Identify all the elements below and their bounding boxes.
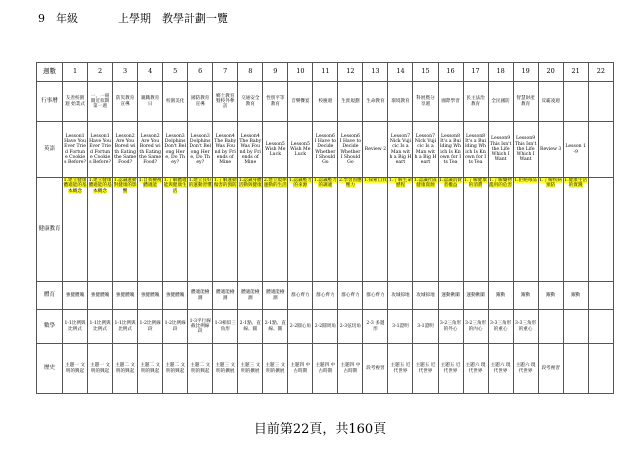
- week-cell: 14: [388, 63, 413, 82]
- health-cell: [113, 178, 138, 282]
- week-cell: 20: [538, 63, 563, 82]
- health-cell-text: 1.認識社區健康資源: [414, 178, 437, 189]
- pe-cell: 強健體魄: [113, 282, 138, 310]
- page-indicator: 目前第22頁，共160頁: [253, 422, 387, 437]
- health-cell-text: 1.建立健康體適能的基本概念: [63, 178, 87, 194]
- event-cell: [588, 82, 613, 122]
- week-cell: 16: [438, 63, 463, 82]
- pe-cell: 躍動: [563, 282, 588, 310]
- english-row: [37, 122, 614, 178]
- event-cell: 民主法治教育: [463, 82, 488, 122]
- history-cell: 主題五 近代世界: [413, 344, 438, 394]
- math-cell: 3-1證明: [388, 310, 413, 344]
- health-cell: [188, 178, 213, 282]
- history-cell: 主題五 近代世界: [388, 344, 413, 394]
- week-cell: 18: [488, 63, 513, 82]
- event-cell: 防災教育宣導: [113, 82, 138, 122]
- pe-cell: [588, 282, 613, 310]
- health-cell-text: 1.了解運動傷害的預防: [213, 178, 237, 189]
- history-cell: 主題二 文明的興起: [113, 344, 138, 394]
- event-cell: 環境教育: [388, 82, 413, 122]
- health-cell: [63, 178, 88, 282]
- pe-row: [37, 282, 614, 310]
- pe-cell: 群心齊力: [363, 282, 388, 310]
- english-cell: Lesson7 Nick Vujicic Is a Man with a Big Heart: [413, 122, 438, 178]
- pe-cell: 強健體魄: [138, 282, 163, 310]
- week-cell: 7: [213, 63, 238, 82]
- history-cell: 主題六 現代世界: [513, 344, 538, 394]
- math-cell: 2-1點、直線、圓: [238, 310, 263, 344]
- week-cell: 4: [138, 63, 163, 82]
- row-label-events: 行事曆: [37, 82, 63, 122]
- health-cell-text: 1.認識運動對健康的影響: [113, 178, 137, 194]
- week-cell: 1: [63, 63, 88, 82]
- health-cell-text: 1.認識消費者權益: [439, 178, 462, 189]
- pe-cell: 運動揪團: [438, 282, 463, 310]
- english-cell: Lesson1 Have You Ever Tried Fortune Cookies Before?: [88, 122, 113, 178]
- english-cell: Lesson3 Dolphins Don't Belong Here, Do They?: [188, 122, 213, 178]
- event-cell: 親職教育日: [138, 82, 163, 122]
- event-cell: 國際學習: [438, 82, 463, 122]
- health-cell: [388, 178, 413, 282]
- week-cell: 6: [188, 63, 213, 82]
- math-cell: 1-2比例線段: [163, 310, 188, 344]
- health-cell-text: 1.認識壓力的調適: [313, 178, 337, 189]
- english-cell: Lesson9 This Isn't the Life Which I Want: [513, 122, 538, 178]
- event-cell: 鄉土教育暨校外參訪: [213, 82, 238, 122]
- english-cell: Review 2: [363, 122, 388, 178]
- health-cell: [463, 178, 488, 282]
- english-cell: Lesson3 Dolphins Don't Belong Here, Do They?: [163, 122, 188, 178]
- english-cell: Lesson8 It's a Building Which Is Known for Its Tea: [463, 122, 488, 178]
- event-cell: 校園美化: [163, 82, 188, 122]
- event-cell: 全民國防: [488, 82, 513, 122]
- history-cell: [588, 344, 613, 394]
- event-cell: 國防教育宣導: [188, 82, 213, 122]
- math-cell: 2-1點、直線、圓: [263, 310, 288, 344]
- week-row: [37, 63, 614, 82]
- math-cell: [563, 310, 588, 344]
- pe-cell: 體適能檢測: [238, 282, 263, 310]
- week-cell: 3: [113, 63, 138, 82]
- week-cell: 8: [238, 63, 263, 82]
- pe-cell: 強健體魄: [163, 282, 188, 310]
- week-cell: 21: [563, 63, 588, 82]
- math-cell: 3-1證明: [413, 310, 438, 344]
- math-cell: 2-2圓心角: [288, 310, 313, 344]
- history-cell: 主題一 文明的興起: [88, 344, 113, 394]
- health-cell: [263, 178, 288, 282]
- history-cell: 主題五 近代世界: [438, 344, 463, 394]
- history-cell: 主題六 現代世界: [463, 344, 488, 394]
- health-cell: [488, 178, 513, 282]
- week-cell: 12: [338, 63, 363, 82]
- health-cell-text: 1.了解健康的消費: [464, 178, 487, 189]
- event-cell: 校慶週: [313, 82, 338, 122]
- health-cell-text: 1.了解生命歷程: [389, 178, 412, 189]
- week-cell: 9: [263, 63, 288, 82]
- pe-cell: 群心齊力: [338, 282, 363, 310]
- document-title: 上學期 教學計劃一覽: [118, 12, 228, 25]
- event-cell: 友善校園週 始業式: [63, 82, 88, 122]
- pe-cell: 強健體魄: [88, 282, 113, 310]
- health-cell: [288, 178, 313, 282]
- health-cell-text: 1.建立健康體適能的基本概念: [88, 178, 112, 194]
- english-cell: Lesson2 Are You Bored with Eating the Same Food?: [138, 122, 163, 178]
- health-cell: [538, 178, 563, 282]
- math-cell: 1-1比例與比例式: [113, 310, 138, 344]
- history-cell: 主題三 文明的擴展: [213, 344, 238, 394]
- english-cell: Lesson5 Wish Me Luck: [263, 122, 288, 178]
- event-cell: 交通安全教育: [238, 82, 263, 122]
- math-cell: 3-3三角形的重心: [513, 310, 538, 344]
- history-cell: 段考複習: [363, 344, 388, 394]
- history-cell: 主題一 文明的興起: [63, 344, 88, 394]
- health-cell: [513, 178, 538, 282]
- english-cell: Lesson5 Wish Me Luck: [288, 122, 313, 178]
- week-cell: 5: [163, 63, 188, 82]
- event-cell: 科展暨分享週: [413, 82, 438, 122]
- pe-cell: 攻城掠地: [413, 282, 438, 310]
- english-cell: Lesson4 The Baby Was Found by Friends of Mine: [213, 122, 238, 178]
- health-cell: [588, 178, 613, 282]
- event-cell: 性別平等教育: [263, 82, 288, 122]
- event-cell: 智慧財產教育: [513, 82, 538, 122]
- history-cell: 主題六 現代世界: [488, 344, 513, 394]
- math-cell: 2-2圓周角: [313, 310, 338, 344]
- math-cell: 1-1比例與比例式: [88, 310, 113, 344]
- english-cell: Lesson1 Have You Ever Tried Fortune Cookies Before?: [63, 122, 88, 178]
- english-cell: Review 3: [538, 122, 563, 178]
- math-cell: [538, 310, 563, 344]
- math-cell: 1-3平行線截比例線段: [188, 310, 213, 344]
- english-cell: Lesson6 I Have to Decide Whether I Should Go: [338, 122, 363, 178]
- english-cell: [588, 122, 613, 178]
- history-cell: 主題四 中古時期: [313, 344, 338, 394]
- pe-cell: 躍動: [538, 282, 563, 310]
- grade-label: 9 年級: [38, 12, 78, 25]
- health-row: [37, 178, 614, 282]
- row-label-history: 歷史: [37, 344, 63, 394]
- health-cell-text: 1.拒絕毒品: [514, 178, 537, 183]
- english-cell: Lesson9 This Isn't the Life Which I Want: [488, 122, 513, 178]
- english-cell: Lesson8 It's a Building Which Is Known for Its Tea: [438, 122, 463, 178]
- math-cell: 3-2三角形的內心: [463, 310, 488, 344]
- row-label-pe: 體育: [37, 282, 63, 310]
- pe-cell: 體適能檢測: [213, 282, 238, 310]
- english-cell: Lesson 1-9: [563, 122, 588, 178]
- health-cell-text: 1.認識壓力的來源: [288, 178, 312, 189]
- pe-cell: 群心齊力: [288, 282, 313, 310]
- health-cell-text: 2.建立規律運動的生活: [263, 178, 287, 189]
- pe-cell: 群心齊力: [313, 282, 338, 310]
- english-cell: Lesson2 Are You Bored with Eating the Same Food?: [113, 122, 138, 178]
- history-cell: 主題三 文明的擴展: [263, 344, 288, 394]
- health-cell-text: 2.學習因應壓力: [339, 178, 362, 189]
- week-cell: 17: [463, 63, 488, 82]
- schedule-table: [36, 62, 614, 394]
- health-cell: [138, 178, 163, 282]
- health-cell-text: 1.健康生活的實踐: [564, 178, 588, 189]
- event-cell: [563, 82, 588, 122]
- health-cell: [313, 178, 338, 282]
- row-label-week: 週數: [37, 63, 63, 82]
- event-cell: 生命教育: [363, 82, 388, 122]
- history-cell: 主題二 文明的興起: [163, 344, 188, 394]
- health-cell-text: 1.建立良好的運動習慣: [188, 178, 212, 189]
- math-row: [37, 310, 614, 344]
- math-cell: 1-1比例與比例式: [63, 310, 88, 344]
- health-cell: [213, 178, 238, 282]
- english-cell: Lesson6 I Have to Decide Whether I Should Go: [313, 122, 338, 178]
- health-cell: [88, 178, 113, 282]
- document-header: [0, 8, 640, 30]
- week-cell: 22: [588, 63, 613, 82]
- english-cell: Lesson4 The Baby Was Found by Friends of Mine: [238, 122, 263, 178]
- health-cell: [363, 178, 388, 282]
- health-cell: [238, 178, 263, 282]
- math-cell: 1-3相似三角形: [213, 310, 238, 344]
- history-cell: 主題三 文明的擴展: [238, 344, 263, 394]
- event-cell: 音樂饗宴: [288, 82, 313, 122]
- health-cell-text: 1.自我檢視體適能: [138, 178, 162, 189]
- event-cell: 一、一冊開近似期 第一週: [88, 82, 113, 122]
- math-cell: 1-2比例線段: [138, 310, 163, 344]
- week-cell: 13: [363, 63, 388, 82]
- history-cell: 主題四 中古時期: [288, 344, 313, 394]
- math-cell: 3-3三角形的重心: [488, 310, 513, 344]
- health-cell: [338, 178, 363, 282]
- event-cell: 生涯規劃: [338, 82, 363, 122]
- pe-cell: 躍動: [513, 282, 538, 310]
- health-cell: [413, 178, 438, 282]
- health-cell: [163, 178, 188, 282]
- events-row: [37, 82, 614, 122]
- math-cell: 2-3 多邊形: [363, 310, 388, 344]
- pe-cell: 體適能檢測: [188, 282, 213, 310]
- pe-cell: 攻城掠地: [388, 282, 413, 310]
- week-cell: 10: [288, 63, 313, 82]
- week-cell: 2: [88, 63, 113, 82]
- health-cell-text: 1.了解疾病預防: [539, 178, 563, 189]
- history-cell: 主題二 文明的興起: [188, 344, 213, 394]
- row-label-health: 健康教育: [37, 178, 63, 282]
- pe-cell: 躍動: [488, 282, 513, 310]
- event-cell: 反霸凌週: [538, 82, 563, 122]
- health-cell-text: 1.了解體適能與健康生活: [163, 178, 187, 194]
- english-cell: Lesson7 Nick Vujicic Is a Man with a Big Heart: [388, 122, 413, 178]
- health-cell-text: 1.認識身體活動與健康: [238, 178, 262, 189]
- week-cell: 11: [313, 63, 338, 82]
- week-cell: 15: [413, 63, 438, 82]
- pe-cell: 運動揪團: [463, 282, 488, 310]
- pe-cell: 體適能檢測: [263, 282, 288, 310]
- health-cell: [563, 178, 588, 282]
- math-cell: 2-3弦切角: [338, 310, 363, 344]
- math-cell: 3-2三角形的外心: [438, 310, 463, 344]
- row-label-english: 英語: [37, 122, 63, 178]
- health-cell: [438, 178, 463, 282]
- health-cell-text: 1.探索自我: [364, 178, 387, 183]
- history-cell: 主題四 中古時期: [338, 344, 363, 394]
- history-cell: 主題二 文明的興起: [138, 344, 163, 394]
- history-cell: 段考複習: [538, 344, 563, 394]
- week-cell: 19: [513, 63, 538, 82]
- row-label-math: 數學: [37, 310, 63, 344]
- pe-cell: 強健體魄: [63, 282, 88, 310]
- history-row: [37, 344, 614, 394]
- math-cell: [588, 310, 613, 344]
- health-cell-text: 1.了解藥物濫用的危害: [489, 178, 513, 189]
- history-cell: [563, 344, 588, 394]
